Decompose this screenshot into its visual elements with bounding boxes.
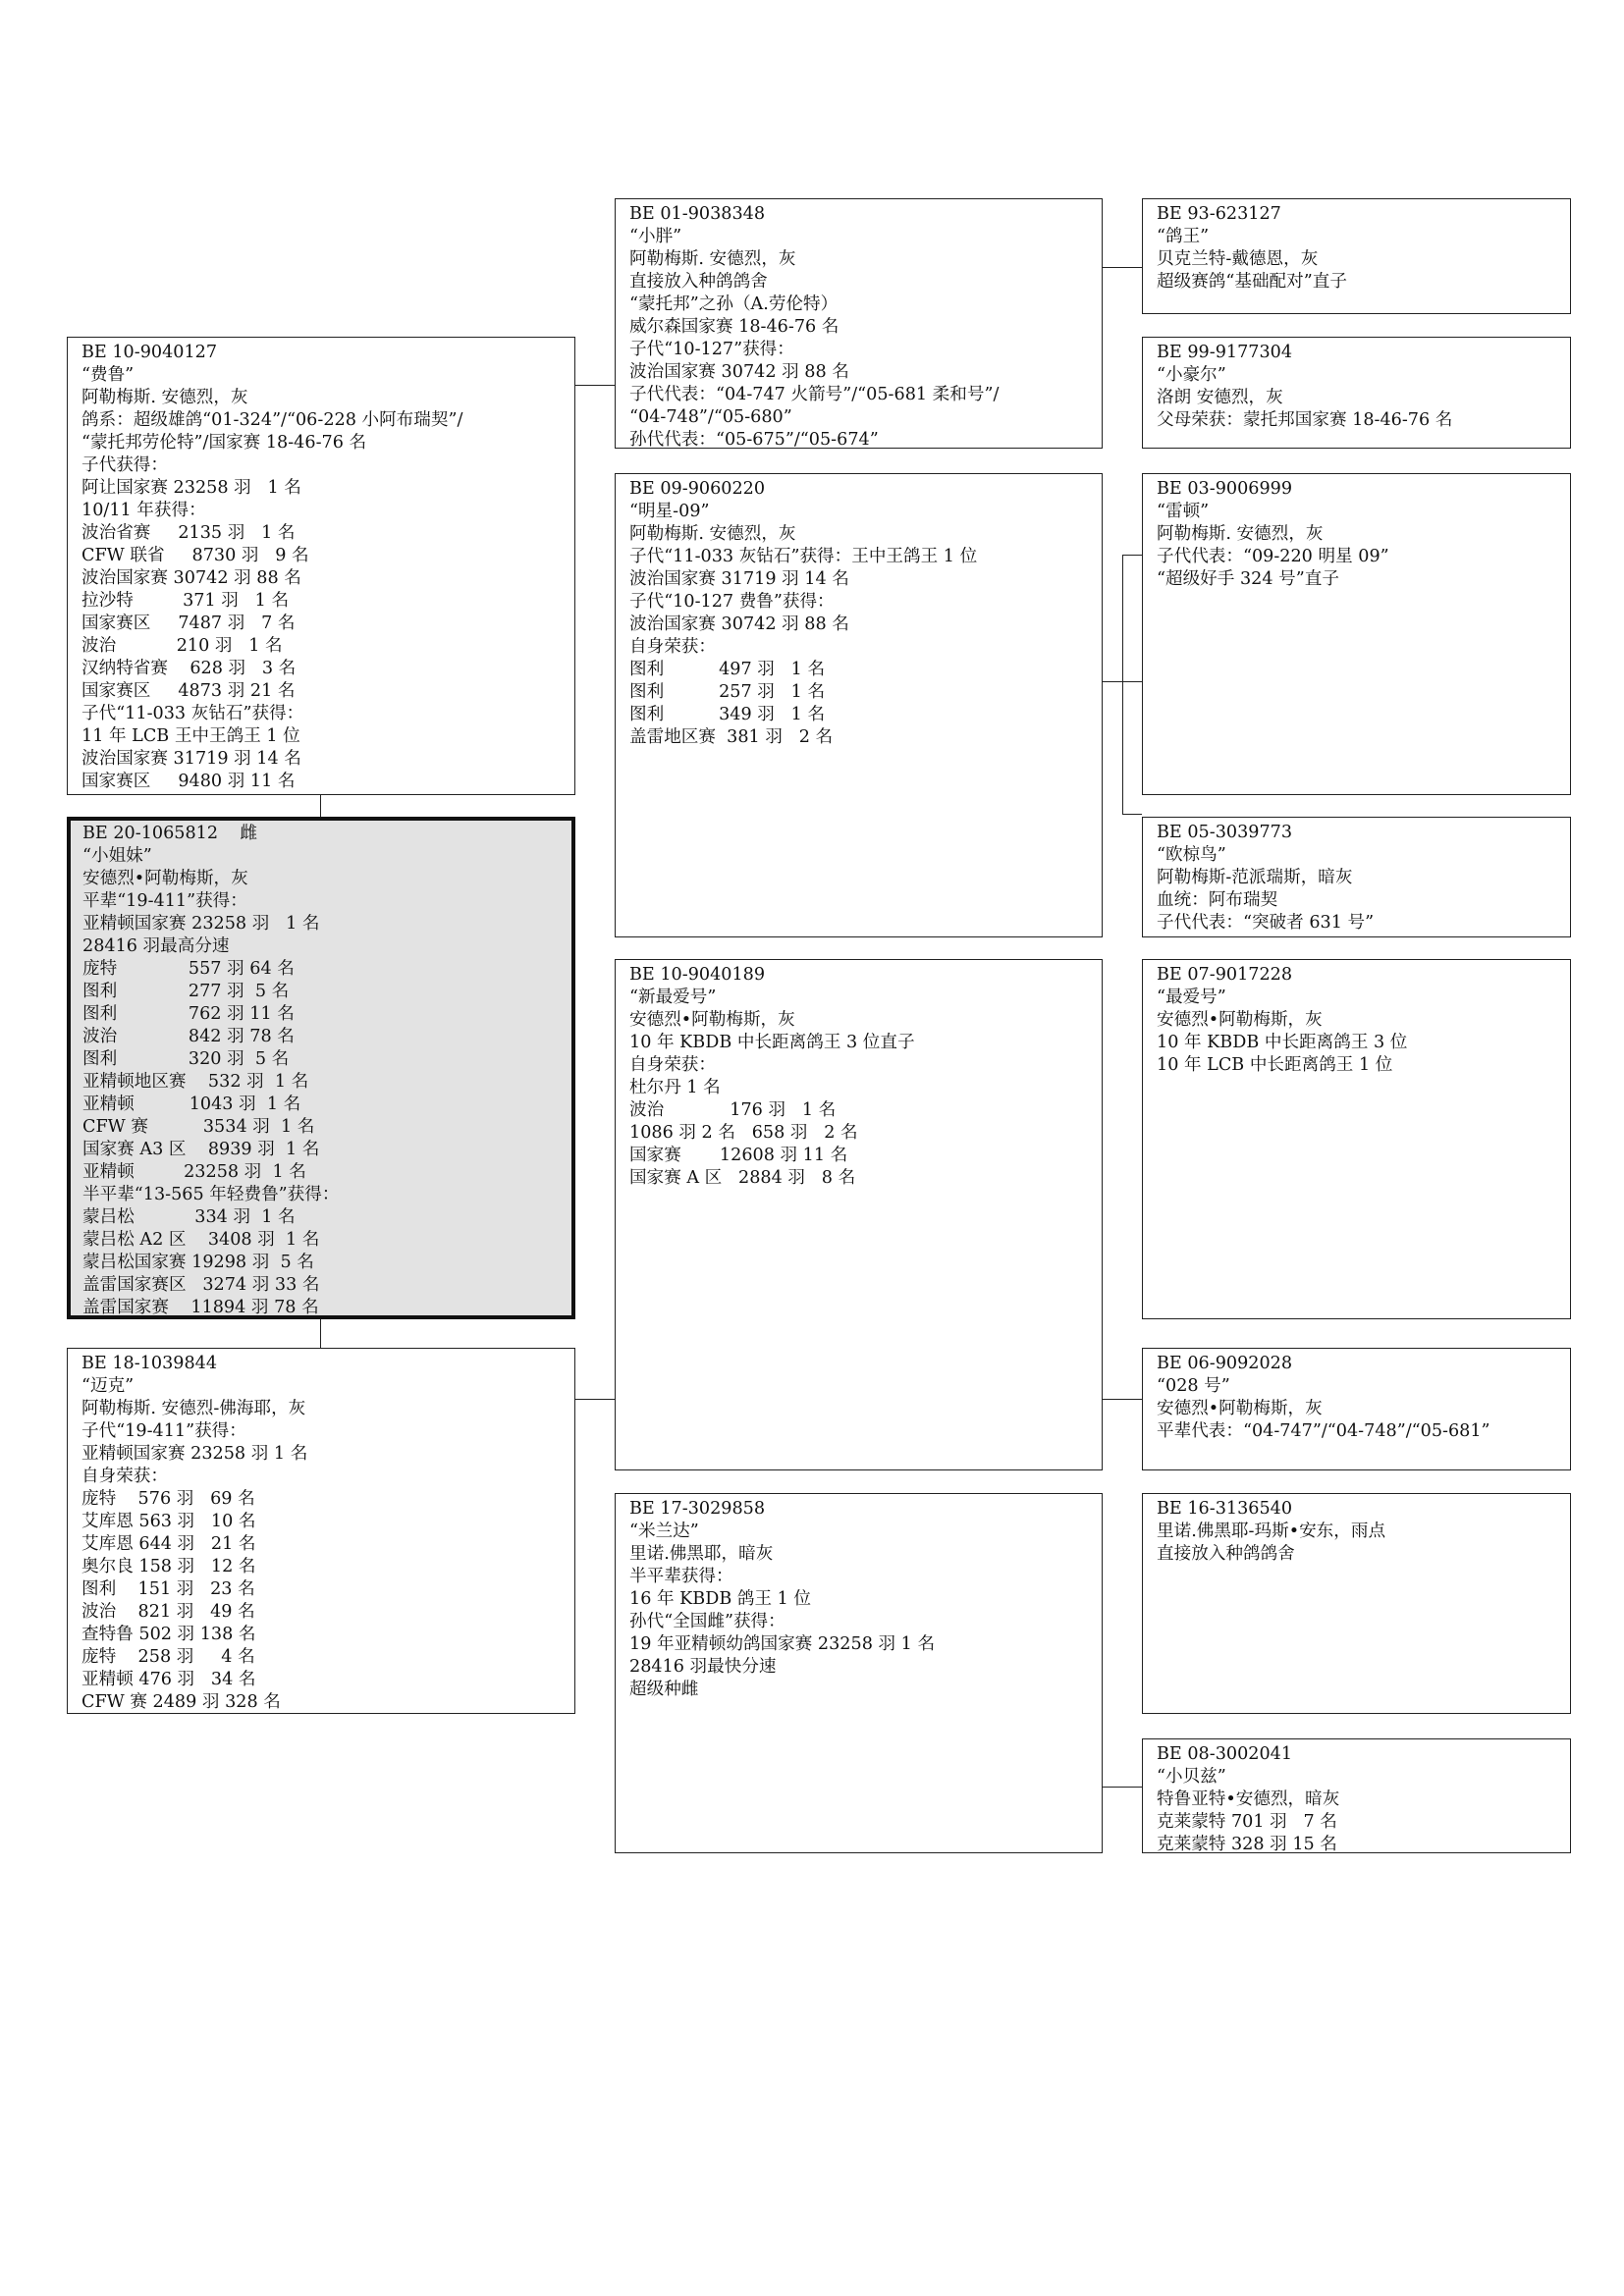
pedigree-line: 子代“19-411”获得： bbox=[81, 1421, 246, 1441]
pedigree-line: 半平辈获得： bbox=[629, 1567, 733, 1586]
pedigree-line: 10/11 年获得： bbox=[81, 501, 206, 520]
pedigree-line: 亚精顿 1043 羽 1 名 bbox=[82, 1095, 301, 1114]
pedigree-line: 图利 257 羽 1 名 bbox=[629, 682, 826, 702]
pedigree-subject-text bbox=[82, 823, 560, 1319]
pedigree-line: 10 年 KBDB 中长距离鸽王 3 位直子 bbox=[629, 1033, 915, 1052]
pedigree-line: “小贝兹” bbox=[1157, 1767, 1226, 1787]
pedigree-line: 鸽系：超级雄鸽“01-324”/“06-228 小阿布瑞契”/ bbox=[81, 410, 463, 430]
pedigree-line: 蒙吕松 A2 区 3408 羽 1 名 bbox=[82, 1230, 320, 1250]
pedigree-sire-sire bbox=[615, 198, 1103, 449]
pedigree-line: 子代代表：“09-220 明星 09” bbox=[1157, 547, 1389, 566]
pedigree-line: “小胖” bbox=[629, 227, 682, 246]
pedigree-line: 查特鲁 502 羽 138 名 bbox=[81, 1625, 256, 1644]
pedigree-line: 图利 349 羽 1 名 bbox=[629, 705, 826, 724]
pedigree-line: 亚精顿 23258 羽 1 名 bbox=[82, 1162, 306, 1182]
pedigree-line: “小豪尔” bbox=[1157, 365, 1226, 385]
pedigree-line: “新最爱号” bbox=[629, 988, 717, 1007]
pedigree-line: 孙代“全国雌”获得： bbox=[629, 1612, 785, 1631]
pedigree-line: 波治省赛 2135 羽 1 名 bbox=[81, 523, 296, 543]
pedigree-line: 波治 176 羽 1 名 bbox=[629, 1100, 837, 1120]
pedigree-line: 国家赛 A 区 2884 羽 8 名 bbox=[629, 1168, 856, 1188]
pedigree-ssd-text bbox=[1157, 342, 1556, 432]
pedigree-line: 图利 762 羽 11 名 bbox=[82, 1004, 295, 1024]
pedigree-line: 安德烈•阿勒梅斯，灰 bbox=[1157, 1399, 1323, 1418]
pedigree-line: 自身荣获： bbox=[629, 637, 716, 657]
pedigree-dsd bbox=[1142, 1348, 1571, 1470]
pedigree-line: BE 18-1039844 bbox=[81, 1354, 218, 1373]
connector bbox=[1122, 555, 1123, 814]
pedigree-line: 子代“11-033 灰钻石”获得： bbox=[81, 704, 304, 723]
pedigree-dam-sire bbox=[615, 959, 1103, 1470]
pedigree-line: 安德烈•阿勒梅斯，灰 bbox=[1157, 1010, 1323, 1030]
pedigree-line: “028 号” bbox=[1157, 1376, 1230, 1396]
pedigree-line: 亚精顿地区赛 532 羽 1 名 bbox=[82, 1072, 309, 1092]
pedigree-line: 子代“10-127”获得： bbox=[629, 340, 794, 359]
pedigree-sds-text bbox=[1157, 478, 1556, 591]
pedigree-line: 自身荣获： bbox=[81, 1467, 168, 1486]
pedigree-line: 亚精顿 476 羽 34 名 bbox=[81, 1670, 256, 1689]
pedigree-line: 图利 277 羽 5 名 bbox=[82, 982, 290, 1001]
pedigree-line: 奥尔良 158 羽 12 名 bbox=[81, 1557, 256, 1576]
pedigree-sire bbox=[67, 337, 575, 795]
pedigree-line: “迈克” bbox=[81, 1376, 135, 1396]
pedigree-line: 11 年 LCB 王中王鸽王 1 位 bbox=[81, 726, 300, 746]
pedigree-line: 直接放入种鸽鸽舍 bbox=[1157, 1544, 1295, 1564]
pedigree-line: 蒙吕松国家赛 19298 羽 5 名 bbox=[82, 1253, 314, 1272]
pedigree-dsd-text bbox=[1157, 1353, 1556, 1443]
pedigree-line: 超级赛鸽“基础配对”直子 bbox=[1157, 272, 1347, 292]
pedigree-line: CFW 联省 8730 羽 9 名 bbox=[81, 546, 309, 565]
pedigree-line: 安德烈•阿勒梅斯，灰 bbox=[82, 869, 248, 888]
pedigree-line: 国家赛区 9480 羽 11 名 bbox=[81, 772, 296, 791]
pedigree-dss bbox=[1142, 959, 1571, 1319]
pedigree-line: 波治国家赛 30742 羽 88 名 bbox=[629, 362, 849, 382]
pedigree-line: “明星-09” bbox=[629, 502, 710, 521]
pedigree-line: 阿勒梅斯. 安德烈，灰 bbox=[1157, 524, 1324, 544]
pedigree-line: BE 03-9006999 bbox=[1157, 479, 1293, 499]
pedigree-line: 阿勒梅斯. 安德烈-佛海耶，灰 bbox=[81, 1399, 306, 1418]
pedigree-line: BE 06-9092028 bbox=[1157, 1354, 1293, 1373]
pedigree-line: 庞特 576 羽 69 名 bbox=[81, 1489, 255, 1509]
connector bbox=[575, 1399, 615, 1400]
pedigree-line: 19 年亚精顿幼鸽国家赛 23258 羽 1 名 bbox=[629, 1634, 936, 1654]
pedigree-sire-text bbox=[81, 342, 561, 793]
connector bbox=[320, 1318, 321, 1348]
pedigree-line: 28416 羽最快分速 bbox=[629, 1657, 777, 1677]
pedigree-line: 父母荣获：蒙托邦国家赛 18-46-76 名 bbox=[1157, 410, 1453, 430]
pedigree-line: 1086 羽 2 名 658 羽 2 名 bbox=[629, 1123, 858, 1143]
pedigree-line: 子代“10-127 费鲁”获得： bbox=[629, 592, 835, 612]
connector bbox=[575, 385, 615, 386]
pedigree-sire-dam bbox=[615, 473, 1103, 937]
pedigree-sss bbox=[1142, 198, 1571, 314]
pedigree-line: 自身荣获： bbox=[629, 1055, 716, 1075]
pedigree-line: 里诺.佛黑耶，暗灰 bbox=[629, 1544, 774, 1564]
pedigree-line: “小姐妹” bbox=[82, 846, 152, 866]
pedigree-dam-dam-text bbox=[629, 1498, 1088, 1701]
pedigree-line: 国家赛区 7487 羽 7 名 bbox=[81, 614, 296, 633]
pedigree-dam-sire-text bbox=[629, 964, 1088, 1190]
connector bbox=[1122, 555, 1142, 556]
pedigree-line: “蒙托邦”之孙（A.劳伦特） bbox=[629, 294, 839, 314]
pedigree-line: 洛朗 安德烈，灰 bbox=[1157, 388, 1283, 407]
pedigree-dam bbox=[67, 1348, 575, 1714]
pedigree-line: BE 08-3002041 bbox=[1157, 1744, 1293, 1764]
pedigree-line: 半平辈“13-565 年轻费鲁”获得： bbox=[82, 1185, 340, 1204]
pedigree-line: BE 17-3029858 bbox=[629, 1499, 766, 1519]
pedigree-line: “鸽王” bbox=[1157, 227, 1210, 246]
pedigree-line: 波治 842 羽 78 名 bbox=[82, 1027, 295, 1046]
pedigree-line: 阿勒梅斯-范派瑞斯，暗灰 bbox=[1157, 868, 1353, 887]
pedigree-line: 亚精顿国家赛 23258 羽 1 名 bbox=[82, 914, 320, 934]
pedigree-line: 孙代代表：“05-675”/“05-674” bbox=[629, 430, 879, 449]
pedigree-line: 16 年 KBDB 鸽王 1 位 bbox=[629, 1589, 812, 1609]
pedigree-sire-dam-text bbox=[629, 478, 1088, 749]
pedigree-line: 子代获得： bbox=[81, 455, 168, 475]
pedigree-line: 艾库恩 563 羽 10 名 bbox=[81, 1512, 256, 1531]
pedigree-line: 波治国家赛 30742 羽 88 名 bbox=[81, 568, 301, 588]
pedigree-line: 盖雷国家赛 11894 羽 78 名 bbox=[82, 1298, 319, 1317]
pedigree-dds-text bbox=[1157, 1498, 1556, 1566]
pedigree-sdd-text bbox=[1157, 822, 1556, 934]
pedigree-line: 图利 151 羽 23 名 bbox=[81, 1579, 255, 1599]
pedigree-line: 超级种雌 bbox=[629, 1680, 699, 1699]
pedigree-line: 血统：阿布瑞契 bbox=[1157, 890, 1278, 910]
pedigree-sss-text bbox=[1157, 203, 1556, 294]
connector bbox=[1122, 814, 1142, 815]
pedigree-line: “费鲁” bbox=[81, 365, 135, 385]
pedigree-line: BE 16-3136540 bbox=[1157, 1499, 1293, 1519]
pedigree-line: 艾库恩 644 羽 21 名 bbox=[81, 1534, 256, 1554]
pedigree-line: BE 05-3039773 bbox=[1157, 823, 1293, 842]
pedigree-line: 平辈“19-411”获得： bbox=[82, 891, 247, 911]
pedigree-dds bbox=[1142, 1493, 1571, 1714]
pedigree-line: 克莱蒙特 328 羽 15 名 bbox=[1157, 1835, 1337, 1853]
pedigree-dam-dam bbox=[615, 1493, 1103, 1853]
pedigree-line: 蒙吕松 334 羽 1 名 bbox=[82, 1207, 296, 1227]
pedigree-line: 阿勒梅斯. 安德烈，灰 bbox=[81, 388, 248, 407]
pedigree-line: BE 07-9017228 bbox=[1157, 965, 1293, 985]
pedigree-line: 波治 210 羽 1 名 bbox=[81, 636, 283, 656]
pedigree-ddd-text bbox=[1157, 1743, 1556, 1853]
pedigree-line: 杜尔丹 1 名 bbox=[629, 1078, 721, 1097]
pedigree-line: 庞特 258 羽 4 名 bbox=[81, 1647, 255, 1667]
pedigree-line: “雷顿” bbox=[1157, 502, 1210, 521]
pedigree-line: 庞特 557 羽 64 名 bbox=[82, 959, 295, 979]
pedigree-line: “蒙托邦劳伦特”/国家赛 18-46-76 名 bbox=[81, 433, 367, 453]
pedigree-line: 盖雷国家赛区 3274 羽 33 名 bbox=[82, 1275, 320, 1295]
pedigree-line: 10 年 LCB 中长距离鸽王 1 位 bbox=[1157, 1055, 1393, 1075]
pedigree-line: 波治 821 羽 49 名 bbox=[81, 1602, 255, 1622]
pedigree-line: 图利 497 羽 1 名 bbox=[629, 660, 826, 679]
pedigree-line: 汉纳特省赛 628 羽 3 名 bbox=[81, 659, 297, 678]
pedigree-line: 亚精顿国家赛 23258 羽 1 名 bbox=[81, 1444, 308, 1464]
pedigree-subject bbox=[67, 817, 575, 1319]
pedigree-line: 子代“11-033 灰钻石”获得：王中王鸽王 1 位 bbox=[629, 547, 978, 566]
pedigree-line: CFW 赛 2489 羽 328 名 bbox=[81, 1692, 281, 1712]
pedigree-line: 直接放入种鸽鸽舍 bbox=[629, 272, 768, 292]
connector bbox=[320, 795, 321, 817]
pedigree-line: 国家赛区 4873 羽 21 名 bbox=[81, 681, 296, 701]
pedigree-line: CFW 赛 3534 羽 1 名 bbox=[82, 1117, 315, 1137]
pedigree-line: 阿勒梅斯. 安德烈，灰 bbox=[629, 524, 796, 544]
pedigree-line: BE 93-623127 bbox=[1157, 204, 1281, 224]
pedigree-line: 图利 320 羽 5 名 bbox=[82, 1049, 290, 1069]
pedigree-line: “米兰达” bbox=[629, 1522, 699, 1541]
pedigree-line: “04-748”/“05-680” bbox=[629, 407, 792, 427]
pedigree-dam-text bbox=[81, 1353, 561, 1714]
pedigree-line: 波治国家赛 30742 羽 88 名 bbox=[629, 614, 849, 634]
pedigree-line: 国家赛 12608 羽 11 名 bbox=[629, 1146, 848, 1165]
pedigree-line: 盖雷地区赛 381 羽 2 名 bbox=[629, 727, 834, 747]
pedigree-line: 28416 羽最高分速 bbox=[82, 936, 230, 956]
pedigree-line: 平辈代表：“04-747”/“04-748”/“05-681” bbox=[1157, 1421, 1490, 1441]
pedigree-ddd bbox=[1142, 1738, 1571, 1853]
pedigree-line: BE 01-9038348 bbox=[629, 204, 766, 224]
connector bbox=[1103, 1787, 1142, 1788]
pedigree-line: 克莱蒙特 701 羽 7 名 bbox=[1157, 1812, 1337, 1832]
connector bbox=[1103, 1399, 1142, 1400]
pedigree-line: 里诺.佛黑耶-玛斯•安东，雨点 bbox=[1157, 1522, 1386, 1541]
pedigree-line: 阿让国家赛 23258 羽 1 名 bbox=[81, 478, 301, 498]
pedigree-line: 拉沙特 371 羽 1 名 bbox=[81, 591, 290, 611]
pedigree-ssd bbox=[1142, 337, 1571, 449]
pedigree-line: 国家赛 A3 区 8939 羽 1 名 bbox=[82, 1140, 320, 1159]
pedigree-line: BE 10-9040189 bbox=[629, 965, 766, 985]
pedigree-sds bbox=[1142, 473, 1571, 795]
pedigree-line: 安德烈•阿勒梅斯，灰 bbox=[629, 1010, 795, 1030]
pedigree-line: 波治国家赛 31719 羽 14 名 bbox=[81, 749, 301, 769]
pedigree-line: BE 99-9177304 bbox=[1157, 343, 1293, 362]
pedigree-line: “超级好手 324 号”直子 bbox=[1157, 569, 1339, 589]
pedigree-line: 子代代表：“突破者 631 号” bbox=[1157, 913, 1375, 933]
pedigree-line: 贝克兰特-戴德恩，灰 bbox=[1157, 249, 1319, 269]
pedigree-line: “欧椋鸟” bbox=[1157, 845, 1226, 865]
pedigree-line: 波治国家赛 31719 羽 14 名 bbox=[629, 569, 849, 589]
pedigree-line: 特鲁亚特•安德烈，暗灰 bbox=[1157, 1789, 1340, 1809]
pedigree-line: BE 20-1065812 雌 bbox=[82, 824, 258, 843]
pedigree-line: “最爱号” bbox=[1157, 988, 1226, 1007]
pedigree-line: 10 年 KBDB 中长距离鸽王 3 位 bbox=[1157, 1033, 1408, 1052]
pedigree-line: BE 09-9060220 bbox=[629, 479, 766, 499]
pedigree-dss-text bbox=[1157, 964, 1556, 1077]
connector bbox=[1103, 267, 1142, 268]
pedigree-line: 威尔森国家赛 18-46-76 名 bbox=[629, 317, 839, 337]
pedigree-line: 子代代表：“04-747 火箭号”/“05-681 柔和号”/ bbox=[629, 385, 1000, 404]
pedigree-line: BE 10-9040127 bbox=[81, 343, 218, 362]
pedigree-line: 阿勒梅斯. 安德烈，灰 bbox=[629, 249, 796, 269]
pedigree-sdd bbox=[1142, 817, 1571, 937]
pedigree-sire-sire-text bbox=[629, 203, 1088, 449]
